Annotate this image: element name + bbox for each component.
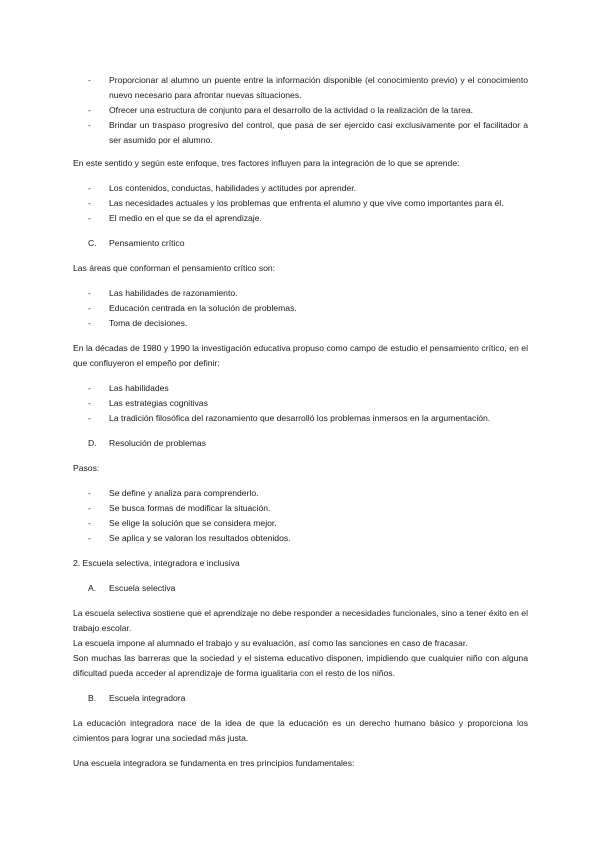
list-item: - Las estrategias cognitivas [73, 396, 528, 411]
paragraph: La escuela selectiva sostiene que el aprendizaje no debe responder a necesidades funcionales, sino a tener éxito en el trabajo escolar. [73, 608, 528, 633]
paragraph: En este sentido y según este enfoque, tres factores influyen para la integración de lo que se aprende: [73, 158, 460, 168]
dash-bullet: - [88, 303, 91, 313]
list-item: - Las necesidades actuales y los problemas que enfrenta el alumno y que vive como importantes para él. [73, 196, 528, 211]
list-item: - Se aplica y se valoran los resultados obtenidos. [73, 531, 528, 546]
subheading-b: B. Escuela integradora [88, 693, 186, 703]
dash-bullet: - [88, 518, 91, 528]
list-item: - Ofrecer una estructura de conjunto para el desarrollo de la actividad o la realización de la tarea. [73, 103, 528, 118]
dash-bullet: - [88, 488, 91, 498]
bullet-list [73, 181, 528, 226]
dash-bullet: - [88, 183, 91, 193]
dash-bullet: - [88, 413, 91, 423]
subheading-d: D. Resolución de problemas [88, 438, 206, 448]
subheading-c: C. Pensamiento crítico [88, 238, 185, 248]
dash-bullet: - [88, 383, 91, 393]
paragraph: Las áreas que conforman el pensamiento crítico son: [73, 263, 276, 273]
section-heading: 2. Escuela selectiva, integradora e inclusiva [73, 558, 240, 568]
dash-bullet: - [88, 75, 91, 85]
paragraph: La educación integradora nace de la idea de que la educación es un derecho humano básico y proporciona los cimientos para lograr una sociedad más justa. [73, 718, 528, 743]
list-item: - Proporcionar al alumno un puente entre la información disponible (el conocimiento previo) y el conocimiento nuevo necesario para afrontar nuevas situaciones. [88, 75, 528, 100]
dash-bullet: - [88, 318, 91, 328]
list-item: - Se busca formas de modificar la situación. [73, 501, 528, 516]
dash-bullet: - [88, 105, 91, 115]
dash-bullet: - [88, 198, 91, 208]
dash-bullet: - [88, 503, 91, 513]
dash-bullet: - [88, 398, 91, 408]
document-body [73, 73, 528, 771]
paragraph: Son muchas las barreras que la sociedad y el sistema educativo disponen, impidiendo que cualquier niño con alguna dificultad pueda acceder al aprendizaje de forma igualitaria con el resto de los niños. [73, 653, 528, 678]
dash-bullet: - [88, 288, 91, 298]
list-item: - Se elige la solución que se considera mejor. [73, 516, 528, 531]
list-item: - Se define y analiza para comprenderlo. [73, 486, 528, 501]
list-item: - Toma de decisiones. [73, 316, 528, 331]
bullet-list [73, 73, 528, 148]
subheading-a: A. Escuela selectiva [88, 583, 176, 593]
list-item: - Las habilidades [73, 381, 528, 396]
list-item: - Educación centrada en la solución de problemas. [73, 301, 528, 316]
dash-bullet: - [88, 533, 91, 543]
list-item: - El medio en el que se da el aprendizaje. [73, 211, 528, 226]
bullet-list [73, 486, 528, 546]
dash-bullet: - [88, 120, 91, 130]
paragraph: Una escuela integradora se fundamenta en tres principios fundamentales: [73, 758, 355, 768]
bullet-list [73, 381, 528, 426]
paragraph: La escuela impone al alumnado el trabajo y su evaluación, así como las sanciones en caso de fracasar. [73, 638, 468, 648]
paragraph: En la décadas de 1980 y 1990 la investigación educativa propuso como campo de estudio el pensamiento crítico, en el que confluyeron el empeño por definir: [73, 343, 528, 368]
paragraph: Pasos: [73, 463, 100, 473]
list-item: - Los contenidos, conductas, habilidades y actitudes por aprender. [73, 181, 528, 196]
bullet-list [73, 286, 528, 331]
list-item: - Brindar un traspaso progresivo del control, que pasa de ser ejercido casi exclusivamente por el facilitador a ser asumido por el alumno. [88, 120, 528, 145]
list-item: - Las habilidades de razonamiento. [73, 286, 528, 301]
list-item: - La tradición filosófica del razonamiento que desarrolló los problemas inmersos en la argumentación. [73, 411, 528, 426]
dash-bullet: - [88, 213, 91, 223]
